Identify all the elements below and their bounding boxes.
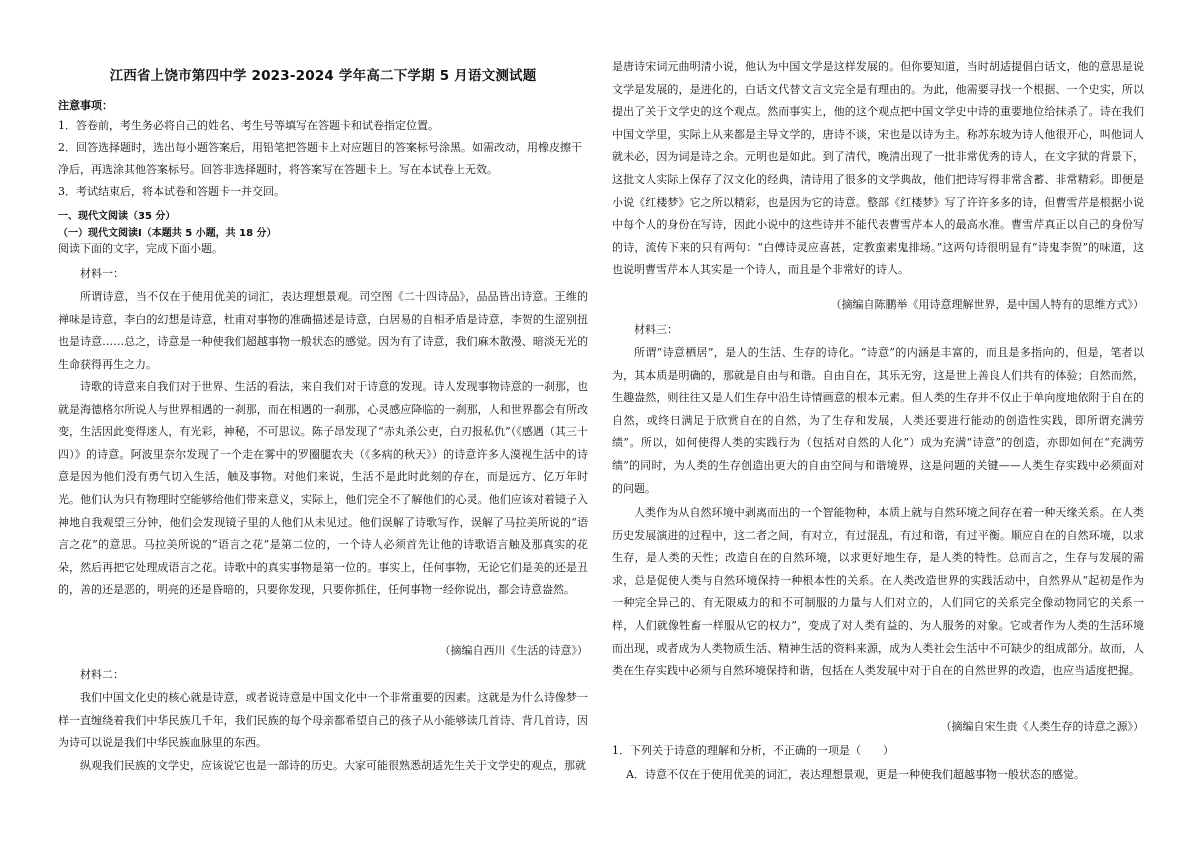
- material-3-label: 材料三：: [634, 323, 678, 336]
- material-2-paragraph-cont: 是唐诗宋词元曲明清小说，他认为中国文学是这样发展的。但你要知道，当时胡适提倡白话文，他的意思是说文学是发展的，是进化的，白话文代替文言文完全是有理由的。为此，他需要寻找一个根据、一个史实，所以提出了关于文学史的这个观点。然而事实上，他的这个观点把中国文学史中诗的重要地位给抹杀了。诗在我们中国文学里，实际上从来都是主导文学的，唐诗不谈，宋也是以诗为主。称苏东坡为诗人他很开心，叫他词人就未必，因为词是诗之余。元明也是如此。到了清代，晚清出现了一批非常优秀的诗人，在文字狱的背景下，这批文人实际上保存了汉文化的经典，清诗用了很多的文学典故，他们把诗写得非常含蓄、非常精彩。即便是小说《红楼梦》它之所以精彩，也是因为它的诗意。整部《红楼梦》写了许许多多的诗，但曹雪芹是根据小说中每个人的身份在写诗，因此小说中的这些诗并不能代表曹雪芹本人的最高水准。曹雪芹真正以自己的身份写的诗，流传下来的只有两句：“白傅诗灵应喜甚，定教蛮素鬼排场。”这两句诗很明显有“诗鬼李贺”的味道，这也说明曹雪芹本人其实是一个诗人，而且是个非常好的诗人。: [612, 60, 1144, 277]
- material-1-source: （摘编自西川《生活的诗意》）: [439, 644, 588, 657]
- material-3-paragraph: 人类作为从自然环境中剥离而出的一个智能物种，本质上就与自然环境之间存在着一种天缘关系。在人类历史发展演进的过程中，这二者之间，有对立，有过混乱，有过和谐，有过平衡。顺应自在的自然环境，以求生存，是人类的天性；改造自在的自然环境，以求更好地生存，是人类的特性。总而言之，生存与发展的需求，总是促使人类与自然环境保持一种根本性的关系。在人类改造世界的实践活动中，自然界从“起初是作为一种完全异己的、有无限威力的和不可制服的力量与人们对立的，人们同它的关系完全像动物同它的关系一样，人们就像牲畜一样服从它的权力”，变成了对人类有益的、为人服务的对象。它或者作为人类的生活环境而出现，或者成为人类物质生活、精神生活的资料来源，成为人类社会生活中不可缺少的组成部分。故而，人类在生存实践中必须与自然环境保持和谐，包括在人类发展中对于自在的自然世界的改造，也应当适度把握。: [612, 506, 1144, 678]
- material-1-paragraph: 诗歌的诗意来自我们对于世界、生活的看法，来自我们对于诗意的发现。诗人发现事物诗意的一刹那，也就是海德格尔所说人与世界相遇的一刹那，而在相遇的一刹那，心灵感应降临的一刹那，人和世界都会有所改变，生活因此变得迷人，有光彩，神秘，不可思议。陈子昂发现了“赤丸杀公吏，白刃报私仇”（《感遇（其三十四）》的诗意。阿波里奈尔发现了一个走在雾中的罗圈腿农夫（《多病的秋天》）的诗意许多人漠视生活中的诗意是因为他们没有勇气切入生活，触及事物。对他们来说，生活不是此时此刻的存在，而是远方、亿万年时光。他们认为只有物理时空能够给他们带来意义，实际上，他们完全不了解他们的心灵。他们应该对着镜子入神地自我观望三分钟，他们会发现镜子里的人他们从未见过。他们误解了诗歌写作，误解了马拉美所说的“语言之花”的意思。马拉美所说的“语言之花”是第二位的，一个诗人必须首先让他的诗歌语言触及那真实的花朵，然后再把它处理成语言之花。诗歌中的真实事物是第一位的。事实上，任何事物，无论它们是美的还是丑的，善的还是恶的，明亮的还是昏暗的，只要你发现，只要你抓住，任何事物一经你说出，都会诗意盎然。: [58, 380, 588, 597]
- material-2-label: 材料二：: [80, 668, 124, 681]
- notice-label: 注意事项：: [58, 99, 113, 112]
- material-3-paragraph: 所谓“诗意栖居”，是人的生活、生存的诗化。“诗意”的内涵是丰富的，而且是多指向的，但是，笔者以为，其本质是明确的，那就是自由与和谐。自由自在，其乐无穷，这是世上善良人们共有的体验；自然而然，生趣盎然，则往往又是人们生存中沿生诗情画意的根本元素。但人类的生存并不仅止于单向度地依附于自在的自然，或终日满足于欣赏自在的自然，为了生存和发展，人类还要进行能动的创造性实践，即所谓充满劳绩”。所以，如何使得人类的实践行为（包括对自然的人化”）成为充满“诗意”的创造，亦即如何在“充满劳绩”的同时，为人类的生存创造出更大的自由空间与和谐境界，这是问题的关键——人类生存实践中必须面对的问题。: [612, 346, 1144, 495]
- question-1-option-a: A．诗意不仅在于使用优美的词汇，表达理想景观，更是一种使我们超越事物一般状态的感觉。: [626, 768, 1085, 781]
- material-3-source: （摘编自宋生贵《人类生存的诗意之源》）: [940, 720, 1144, 733]
- notice-item: 1．答卷前，考生务必将自己的姓名、考生号等填写在答题卡和试卷指定位置。: [58, 119, 439, 132]
- instruction: 阅读下面的文字，完成下面小题。: [58, 242, 223, 255]
- material-2-source: （摘编自陈鹏举《用诗意理解世界，是中国人特有的思维方式》）: [830, 298, 1144, 311]
- section-heading: 一、现代文阅读（35 分）: [58, 211, 176, 222]
- question-1: 1．下列关于诗意的理解和分析，不正确的一项是（ ）: [612, 744, 894, 757]
- material-2-paragraph: 我们中国文化史的核心就是诗意，或者说诗意是中国文化中一个非常重要的因素。这就是为什么诗像梦一样一直缠绕着我们中华民族几千年，我们民族的每个母亲都希望自己的孩子从小能够读几首诗、背几首诗，因为诗可以说是我们中华民族血脉里的东西。: [58, 691, 588, 750]
- page-title: 江西省上饶市第四中学 2023-2024 学年高二下学期 5 月语文测试题: [109, 68, 537, 84]
- notice-item: 2．回答选择题时，选出每小题答案后，用铅笔把答题卡上对应题目的答案标号涂黑。如需改动，用橡皮擦干净后，再选涂其他答案标号。回答非选择题时，将答案写在答题卡上。写在本试卷上无效。: [58, 141, 582, 176]
- material-1-label: 材料一：: [80, 267, 124, 280]
- material-2-paragraph: 纵观我们民族的文学史，应该说它也是一部诗的历史。大家可能很熟悉胡适先生关于文学史的观点，那就: [80, 759, 586, 772]
- material-1-paragraph: 所谓诗意，当不仅在于使用优美的词汇，表达理想景观。司空图《二十四诗品》，品品皆出诗意。王维的禅味是诗意，李白的幻想是诗意，杜甫对事物的准确描述是诗意，白居易的自相矛盾是诗意，李贺的生涩别扭也是诗意……总之，诗意是一种使我们超越事物一般状态的感觉。因为有了诗意，我们麻木散漫、暗淡无光的生命获得再生之力。: [58, 290, 588, 371]
- subsection-heading: （一）现代文阅读Ⅰ（本题共 5 小题，共 18 分）: [58, 228, 277, 239]
- notice-item: 3．考试结束后，将本试卷和答题卡一并交回。: [58, 185, 285, 198]
